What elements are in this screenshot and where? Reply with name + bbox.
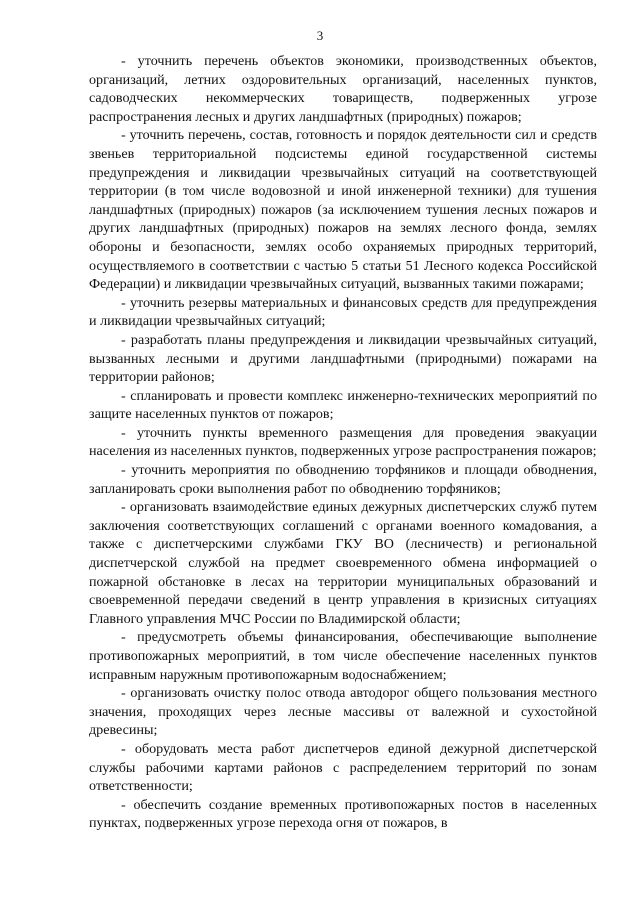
paragraph: - уточнить перечень, состав, готовность и порядок деятельности сил и средств звеньев территориальной подсистемы единой государственной системы предупреждения и ликвидации чрезвычайных ситуаций на соответствующей территории (в том числе водовозной и иной инженерной техники) для тушения ландшафтных (природных) пожаров (за исключением тушения лесных пожаров и других ландшафтных (природных) пожаров на землях лесного фонда, землях обороны и безопасности, землях особо охраняемых природных территорий, осуществляемого в соответствии с частью 5 статьи 51 Лесного кодекса Российской Федерации) и ликвидации чрезвычайных ситуаций, вызванных такими пожарами; (89, 127, 597, 293)
paragraph: - разработать планы предупреждения и ликвидации чрезвычайных ситуаций, вызванных лесными и другими ландшафтными (природными) пожарами на территории районов; (89, 331, 597, 386)
page-number: 3 (316, 28, 324, 43)
paragraph: - обеспечить создание временных противопожарных постов в населенных пунктах, подверженных угрозе перехода огня от пожаров, в (89, 796, 597, 832)
paragraph: - уточнить резервы материальных и финансовых средств для предупреждения и ликвидации чрезвычайных ситуаций; (89, 294, 597, 330)
paragraph: - уточнить мероприятия по обводнению торфяников и площади обводнения, запланировать сроки выполнения работ по обводнению торфяников; (89, 462, 597, 497)
document-body (89, 52, 597, 833)
paragraph: - организовать очистку полос отвода автодорог общего пользования местного значения, проходящих через лесные массивы от валежной и сухостойной древесины; (89, 685, 597, 739)
paragraph: - уточнить перечень объектов экономики, производственных объектов, организаций, летних оздоровительных организаций, населенных пунктов, садоводческих некоммерческих товариществ, подверженных угрозе распространения лесных и других ландшафтных (природных) пожаров; (89, 53, 597, 125)
paragraph: - предусмотреть объемы финансирования, обеспечивающие выполнение противопожарных мероприятий, в том числе обеспечение населенных пунктов исправным наружным противопожарным водоснабжением; (89, 629, 597, 683)
paragraph: - спланировать и провести комплекс инженерно-технических мероприятий по защите населенных пунктов от пожаров; (89, 387, 597, 423)
paragraph: - уточнить пункты временного размещения для проведения эвакуации населения из населенных пунктов, подверженных угрозе распространения пожаров; (89, 424, 597, 460)
paragraph: - организовать взаимодействие единых дежурных диспетчерских служб путем заключения соответствующих соглашений с органами военного комадования, а также с диспетчерскими службами ГКУ ВО (лесничеств) и региональной диспетчерской службой на предмет своевременного обмена информацией о пожарной обстановке в лесах на территории муниципальных образований и своевременной передачи сведений в центр управления в кризисных ситуациях Главного управления МЧС России по Владимирской области; (89, 499, 597, 627)
paragraph: - оборудовать места работ диспетчеров единой дежурной диспетчерской службы рабочими картами районов с распределением территорий по зонам ответственности; (89, 740, 597, 795)
